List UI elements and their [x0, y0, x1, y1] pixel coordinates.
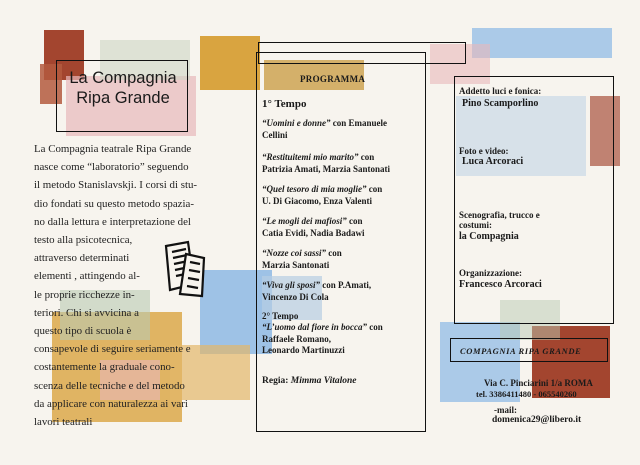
program-item-cast: U. Di Giacomo, Enza Valenti — [262, 195, 373, 206]
regia-line — [262, 376, 357, 386]
program-item-rest: con — [366, 184, 383, 194]
program-item — [262, 216, 424, 239]
program-item — [262, 118, 424, 141]
program-item — [262, 248, 424, 271]
set-label-2: costumi: — [459, 220, 492, 230]
page-title — [60, 68, 186, 108]
program-item-cast: Patrizia Amati, Marzia Santonati — [262, 163, 390, 174]
org-label: Organizzazione: — [459, 268, 522, 278]
program-item-title: “Nozze coi sassi” — [262, 248, 327, 258]
paragraph-line: nasce come “laboratorio” seguendo — [34, 161, 189, 174]
contact-phone: tel. 3386411480 - 065540260 — [476, 389, 577, 399]
contact-banner: COMPAGNIA RIPA GRANDE — [460, 346, 582, 356]
regia-name: Mimma Vitalone — [290, 376, 357, 386]
newspaper-icon — [160, 240, 210, 300]
program-item-rest: con Emanuele — [330, 118, 388, 128]
photo-value: Luca Arcoraci — [462, 156, 524, 167]
program-item-title: “Restituitemi mio marito” — [262, 152, 359, 162]
paragraph-line: da applicare con naturalezza ai vari — [34, 397, 188, 410]
paragraph-line: il metodo Stanislavskji. I corsi di stu- — [34, 179, 198, 192]
program-item-rest: con — [346, 216, 363, 226]
paragraph-line: elementi , attingendo al- — [34, 270, 140, 283]
first-time-heading: 1° Tempo — [262, 98, 307, 110]
program-item-cast: Catia Evidi, Nadia Badawi — [262, 227, 365, 238]
second-time-heading: 2° Tempo — [262, 311, 299, 321]
program-item-cast: Marzia Santonati — [262, 259, 330, 270]
paragraph-line: no dalla lettura e interpretazione del — [34, 215, 191, 228]
paragraph-line: dio fondati su questo metodo spazia- — [34, 197, 194, 210]
program-item-title: “Quel tesoro di mia moglie” — [262, 184, 367, 194]
program-item — [262, 184, 424, 207]
paragraph-line: consapevole di seguire seriamente e — [34, 343, 191, 356]
program-item-cast: Cellini — [262, 129, 288, 140]
paragraph-line: scenza delle tecniche e del metodo — [34, 379, 185, 392]
lights-label: Addetto luci e fonica: — [459, 86, 542, 96]
email-label: -mail: — [494, 405, 517, 415]
title-line-1: La Compagnia — [69, 69, 177, 87]
paragraph-line: La Compagnia teatrale Ripa Grande — [34, 143, 192, 155]
paragraph-line: attraverso determinati — [34, 252, 130, 265]
program-item-second-title: “L’uomo dal fiore in bocca” — [262, 322, 367, 332]
program-item-rest: con — [358, 152, 375, 162]
email-link[interactable]: domenica29@libero.it — [492, 415, 582, 425]
regia-label: Regia: — [262, 376, 289, 386]
program-item-second-rest: con — [367, 322, 383, 332]
program-item-rest: con P.Amati, — [320, 280, 372, 290]
set-value: la Compagnia — [459, 231, 519, 242]
contact-address: Via C. Pinciarini 1/a ROMA — [484, 378, 593, 388]
paragraph-line: teriori. Chi si avvicina a — [34, 306, 139, 319]
paragraph-line: testo alla psicotecnica, — [34, 234, 133, 247]
photo-label: Foto e video: — [459, 146, 509, 156]
paragraph-line: questo tipo di scuola è — [34, 325, 132, 338]
orange-block-top — [200, 36, 260, 90]
program-item-second-cast-1: Raffaele Romano, — [262, 333, 331, 344]
program-item-rest: con — [326, 248, 342, 258]
program-item-title: “Viva gli sposi” — [262, 280, 321, 290]
program-heading: PROGRAMMA — [300, 74, 366, 84]
set-label-1: Scenografia, trucco e — [459, 210, 540, 220]
program-top-bar — [258, 42, 466, 64]
program-item-cast: Vincenzo Di Cola — [262, 291, 329, 302]
program-item-second-cast-2: Leonardo Martinuzzi — [262, 345, 345, 355]
paragraph-line: costantemente la graduale cono- — [34, 361, 175, 374]
paragraph-line: lavori teatrali — [34, 416, 93, 429]
program-item-title: “Uomini e donne” — [262, 118, 331, 128]
title-line-2: Ripa Grande — [76, 89, 170, 107]
lights-value: Pino Scamporlino — [462, 98, 539, 109]
blue-block-top-right — [472, 28, 612, 58]
paragraph-line: le proprie ricchezze in- — [34, 288, 135, 301]
program-item-title: “Le mogli dei mafiosi” — [262, 216, 347, 226]
org-value: Francesco Arcoraci — [459, 279, 542, 290]
program-item — [262, 152, 424, 175]
program-item — [262, 280, 424, 303]
program-item-second — [262, 322, 424, 357]
